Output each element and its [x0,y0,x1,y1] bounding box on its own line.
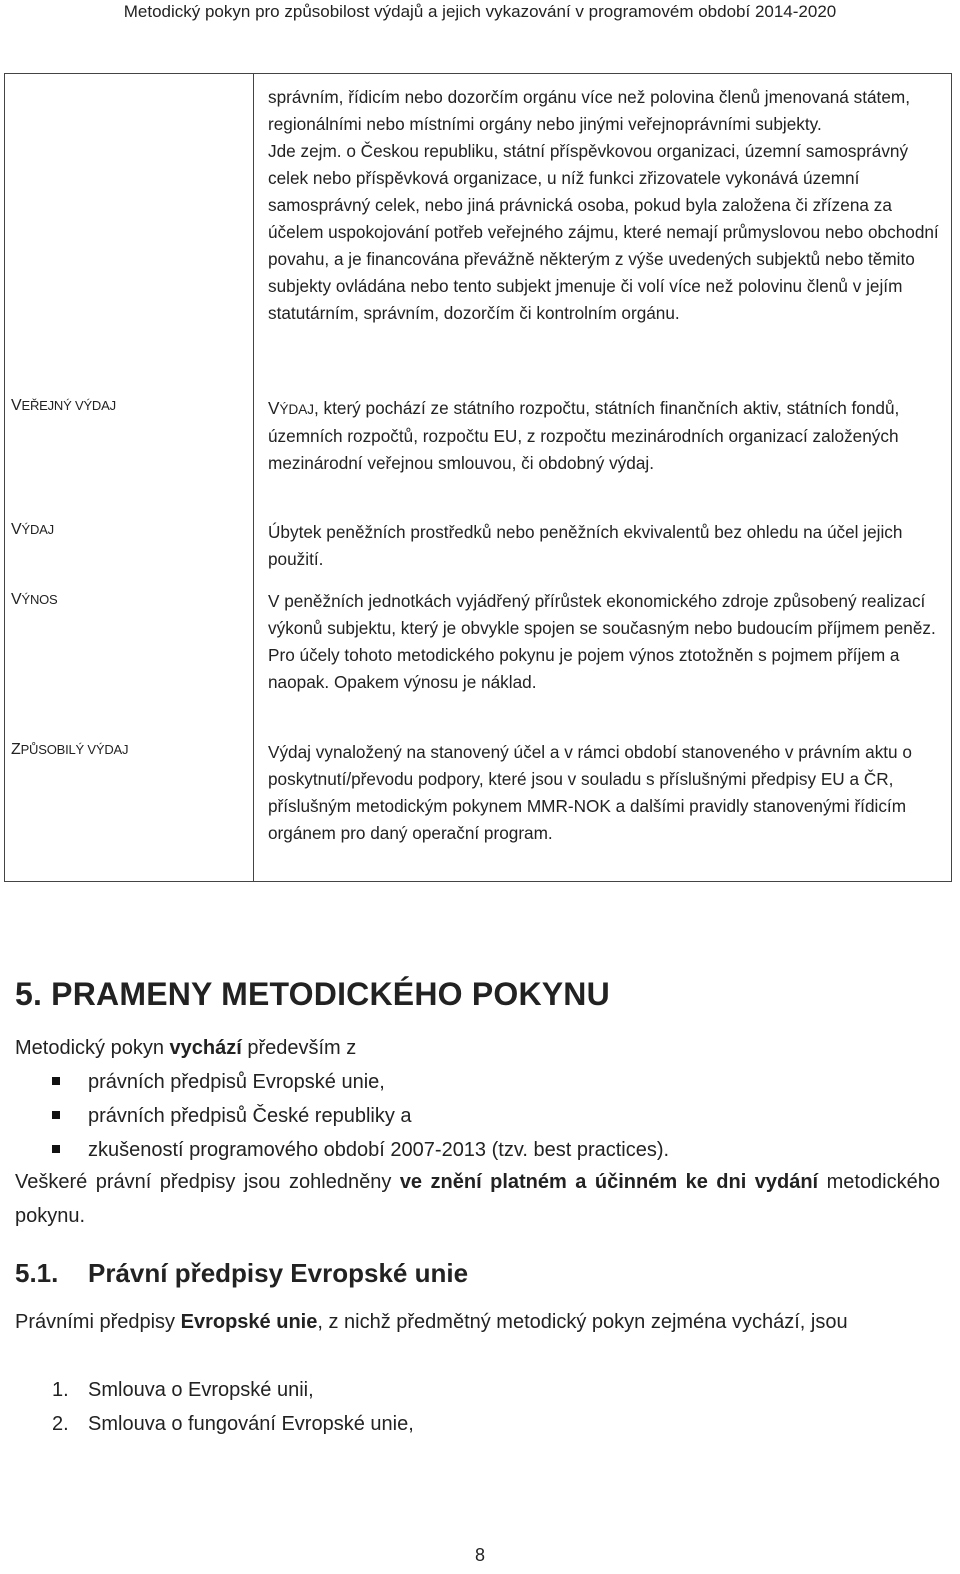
treaty-list [52,1373,414,1441]
definition-continued [268,84,940,327]
page-header: Metodický pokyn pro způsobilost výdajů a jejich vykazování v programovém období 2014-2020 [123,2,837,21]
list-item: právních předpisů České republiky a [52,1099,669,1133]
definition-verejny-vydaj: VÝDAJ, který pochází ze státního rozpočtu, státních finančních aktiv, státních fondů, územních rozpočtů, rozpočtu EU, z rozpočtu mezinárodních organizací založených mezinárodní veřejnou smlouvou, či obdobný výdaj. [268,398,900,473]
definition-vynos: V peněžních jednotkách vyjádřený přírůstek ekonomického zdroje způsobený realizací výkonů subjektu, který je obvykle spojen se současným nebo budoucím příjmem peněz. Pro účely tohoto metodického pokynu je pojem výnos ztotožněn s pojmem příjem a naopak. Opakem výnosu je náklad. [268,591,936,692]
subsection-paragraph: Právními předpisy Evropské unie, z nichž předmětný metodický pokyn zejména vychází, jsou [15,1311,848,1333]
bullet-icon [52,1111,60,1119]
definition-text: správním, řídicím nebo dozorčím orgánu více než polovina členů jmenovaná státem, regionálními nebo místními orgány nebo jinými veřejnoprávními subjekty. [268,87,910,134]
term-vynos: VÝNOS [11,591,58,608]
subsection-heading: 5.1. Právní předpisy Evropské unie [15,1258,469,1288]
term-column [5,74,254,882]
list-item: právních předpisů Evropské unie, [52,1065,669,1099]
term-zpusobily-vydaj: ZPŮSOBILÝ VÝDAJ [11,741,129,758]
term-verejny-vydaj: VEŘEJNÝ VÝDAJ [11,397,116,414]
definition-text: Jde zejm. o Českou republiku, státní příspěvkovou organizaci, územní samosprávný celek nebo příspěvková organizace, u níž funkci zřizovatele vykonává územní samosprávný celek, nebo jiná právnická osoba, pokud byla založena či zřízena za účelem uspokojování potřeb veřejného zájmu, které nemají průmyslovou nebo obchodní povahu, a je financována převážně některým z výše uvedených subjektů nebo těmito subjekty ovládána nebo tento subjekt jmenuje či volí více než polovinu členů v jejím statutárním, správním, dozorčím či kontrolním orgánu. [268,141,939,323]
list-item: 1. Smlouva o Evropské unii, [52,1379,314,1401]
list-item: 2. Smlouva o fungování Evropské unie, [52,1413,414,1435]
definition-zpusobily-vydaj: Výdaj vynaložený na stanovený účel a v rámci období stanoveného v právním aktu o poskytnutí/převodu podpory, které jsou v souladu s příslušnými předpisy EU a ČR, příslušným metodickým pokynem MMR-NOK a dalšími pravidly stanovenými řídicím orgánem pro daný operační program. [268,742,912,843]
definition-vydaj: Úbytek peněžních prostředků nebo peněžních ekvivalentů bez ohledu na účel jejich použití. [268,522,903,569]
page-number: 8 [474,1545,485,1565]
list-item: zkušeností programového období 2007-2013 (tzv. best practices). [52,1133,669,1167]
section-intro: Metodický pokyn vychází především z [15,1037,357,1059]
term-vydaj: VÝDAJ [11,521,54,538]
bullet-icon [52,1077,60,1085]
section-paragraph: Veškeré právní předpisy jsou zohledněny ve znění platném a účinném ke dni vydání metodického pokynu. [15,1171,940,1227]
bullet-icon [52,1145,60,1153]
section-heading: 5. PRAMENY METODICKÉHO POKYNU [15,976,610,1012]
sources-list [52,1065,669,1167]
